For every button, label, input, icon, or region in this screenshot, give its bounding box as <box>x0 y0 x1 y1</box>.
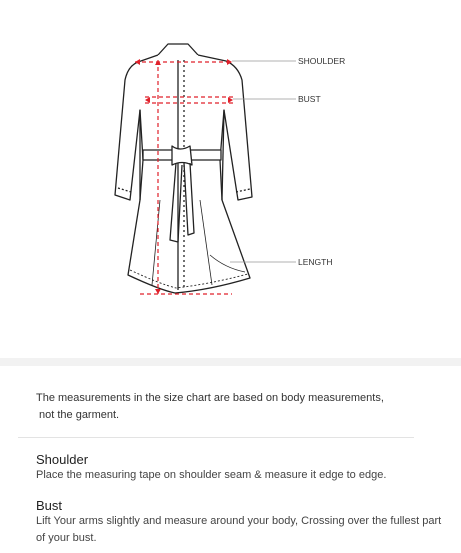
measurement-note <box>36 390 436 424</box>
note-line-1: The measurements in the size chart are based on body measurements, <box>36 392 384 404</box>
label-shoulder: SHOULDER <box>298 56 346 66</box>
dress-illustration <box>115 44 252 293</box>
note-line-2: not the garment. <box>39 409 120 421</box>
section-title-bust: Bust <box>36 498 63 513</box>
label-bust: BUST <box>298 94 321 104</box>
section-text-bust: Lift Your arms slightly and measure around your body, Crossing over the fullest part of your bust. <box>36 515 442 544</box>
horizontal-rule <box>18 437 414 438</box>
section-divider <box>0 358 461 366</box>
label-length: LENGTH <box>298 257 333 267</box>
section-text-shoulder: Place the measuring tape on shoulder seam & measure it edge to edge. <box>36 469 387 481</box>
section-title-shoulder: Shoulder <box>36 452 89 467</box>
